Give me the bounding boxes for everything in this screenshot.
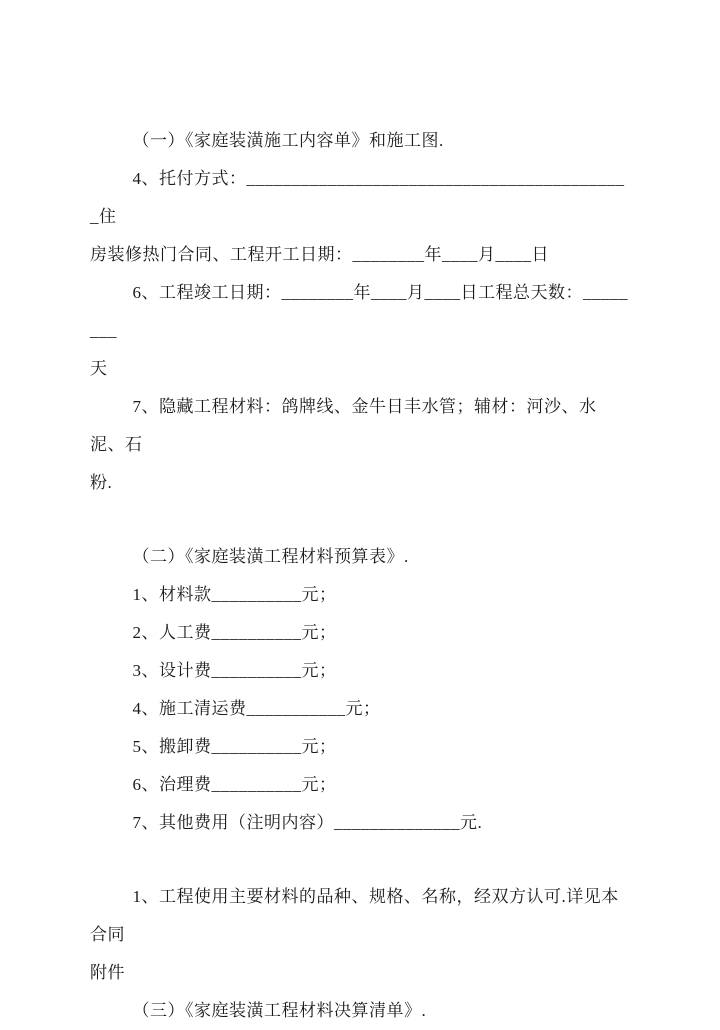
doc-line-budget-other: 7、其他费用（注明内容）______________元. xyxy=(132,813,483,832)
doc-line-hidden-materials-cont: 粉. xyxy=(90,473,113,492)
doc-line-section-1-heading: （一）《家庭装潢施工内容单》和施工图. xyxy=(132,131,444,150)
doc-line-budget-handling: 5、搬卸费__________元； xyxy=(132,737,337,756)
doc-line-budget-design: 3、设计费__________元； xyxy=(132,661,337,680)
doc-line-start-date-blank: 房装修热门合同、工程开工日期：________年____月____日 xyxy=(90,245,549,264)
doc-line-section-3-heading: （三）《家庭装潢工程材料决算清单》. xyxy=(132,1001,427,1020)
doc-line-budget-cleanup: 4、施工清运费___________元； xyxy=(132,699,381,718)
doc-line-budget-materials: 1、材料款__________元； xyxy=(132,585,337,604)
doc-line-payment-method-blank: 4、托付方式：___________________________________________住 xyxy=(90,169,625,226)
doc-line-attachment: 附件 xyxy=(90,963,125,982)
doc-line-section-2-heading: （二）《家庭装潢工程材料预算表》. xyxy=(132,547,409,566)
doc-line-budget-management: 6、治理费__________元； xyxy=(132,775,337,794)
doc-line-days-unit: 天 xyxy=(90,359,108,378)
doc-line-budget-labor: 2、人工费__________元； xyxy=(132,623,337,642)
doc-line-materials-confirm: 1、工程使用主要材料的品种、规格、名称，经双方认可.详见本合同 xyxy=(90,887,619,944)
doc-line-hidden-materials: 7、隐藏工程材料：鸽牌线、金牛日丰水管；辅材：河沙、水泥、石 xyxy=(90,397,597,454)
doc-line-completion-date-blank: 6、工程竣工日期：________年____月____日工程总天数：________ xyxy=(90,283,628,340)
